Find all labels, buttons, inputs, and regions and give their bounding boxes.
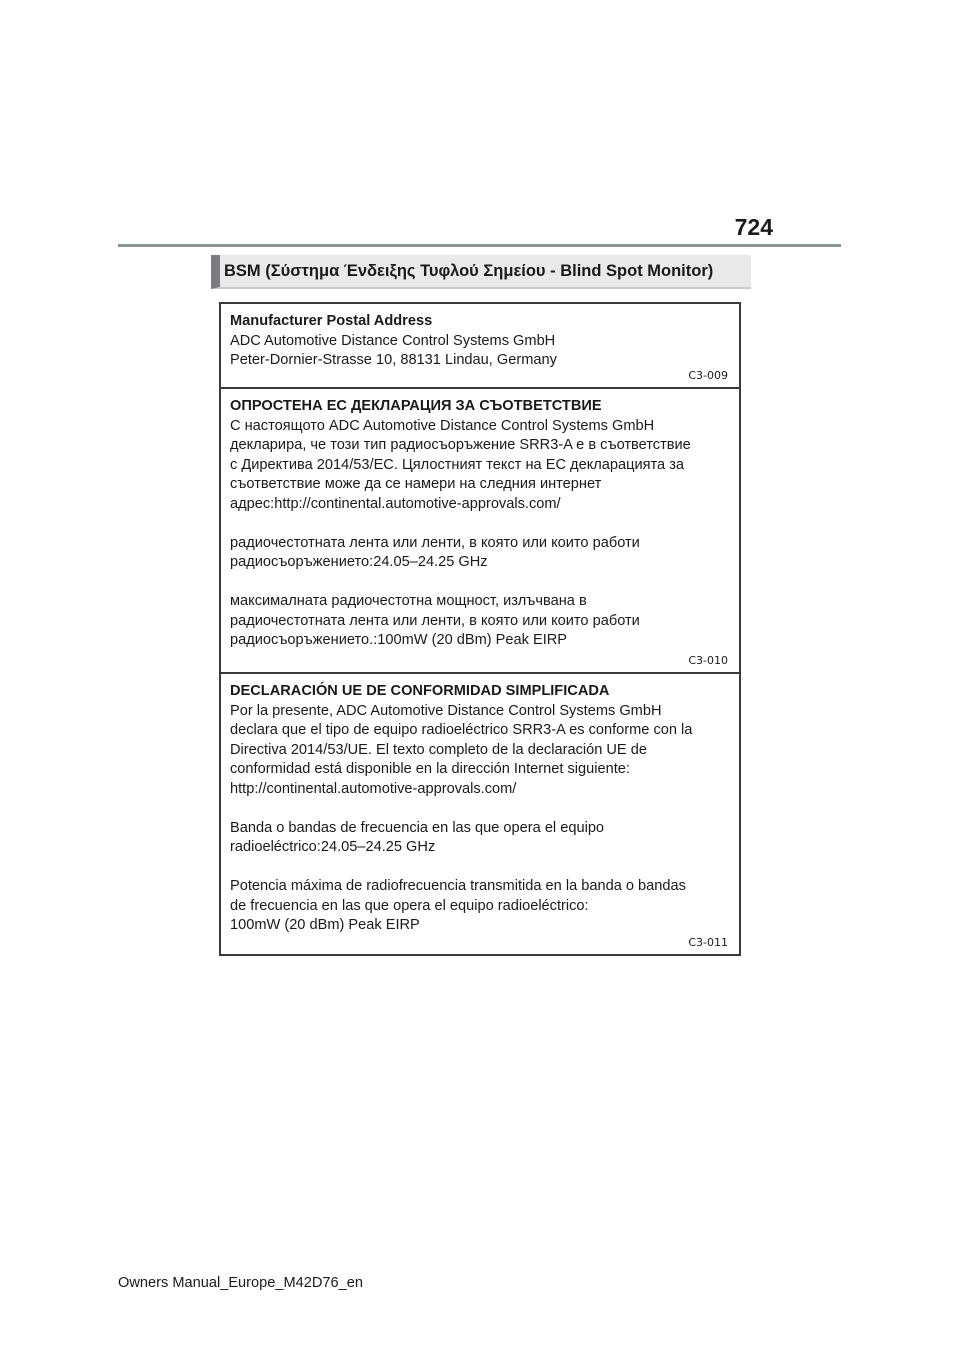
block-heading: ОПРОСТЕНА ЕС ДЕКЛАРАЦИЯ ЗА СЪОТВЕТСТВИЕ (230, 398, 602, 414)
block-line: С настоящото ADC Automotive Distance Control Systems GmbH (230, 417, 655, 434)
block-line: декларира, че този тип радиосъоръжение SRR3-A е в съответствие (230, 437, 691, 453)
bulgarian-declaration-block (221, 389, 739, 674)
section-header (211, 255, 751, 289)
page-footer: Owners Manual_Europe_M42D76_en (118, 1275, 364, 1291)
block-line: radioeléctrico:24.05–24.25 GHz (230, 839, 436, 855)
block-line: адрес:http://continental.automotive-approvals.com/ (230, 495, 561, 512)
paragraph-gap (230, 799, 729, 819)
block-heading: DECLARACIÓN UE DE CONFORMIDAD SIMPLIFICADA (230, 683, 610, 699)
block-line: Banda o bandas de frecuencia en las que opera el equipo (230, 819, 605, 836)
paragraph-gap (230, 858, 729, 878)
paragraph-gap (230, 514, 729, 534)
block-line: максималната радиочестотна мощност, излъчвана в (230, 593, 587, 609)
block-line: conformidad está disponible en la dirección Internet siguiente: (230, 761, 630, 777)
block-line: радиосъоръжението:24.05–24.25 GHz (230, 554, 488, 570)
block-line: радиосъоръжението.:100mW (20 dBm) Peak EIRP (230, 632, 568, 648)
spanish-declaration-block (221, 674, 739, 954)
block-line: Directiva 2014/53/UE. El texto completo de la declaración UE de (230, 741, 647, 758)
block-line: Potencia máxima de radiofrecuencia transmitida en la banda o bandas (230, 878, 686, 894)
declaration-box (219, 302, 741, 956)
block-line: ADC Automotive Distance Control Systems GmbH (230, 332, 556, 349)
section-title: BSM (Σύστημα Ένδειξης Τυφλού Σημείου - Blind Spot Monitor) (224, 261, 714, 280)
figure-code: C3-009 (688, 369, 728, 382)
block-line: радиочестотната лента или ленти, в която или които работи (230, 612, 640, 629)
figure-code: C3-011 (688, 936, 728, 949)
header-rule (118, 244, 841, 247)
page-number: 724 (734, 214, 773, 240)
paragraph-gap (230, 573, 729, 593)
block-line: съответствие може да се намери на следния интернет (230, 476, 602, 492)
block-line: 100mW (20 dBm) Peak EIRP (230, 917, 420, 933)
figure-code: C3-010 (688, 654, 728, 667)
block-line: Por la presente, ADC Automotive Distance Control Systems GmbH (230, 702, 662, 719)
manufacturer-address-block (221, 304, 739, 389)
block-line: declara que el tipo de equipo radioeléctrico SRR3-A es conforme con la (230, 722, 693, 738)
block-heading: Manufacturer Postal Address (230, 313, 433, 329)
block-line: с Директива 2014/53/ЕС. Цялостният текст на ЕС декларацията за (230, 456, 685, 473)
block-line: de frecuencia en las que opera el equipo radioeléctrico: (230, 897, 589, 914)
block-line: радиочестотната лента или ленти, в която или които работи (230, 534, 640, 551)
block-line: http://continental.automotive-approvals.com/ (230, 780, 517, 797)
block-line: Peter-Dornier-Strasse 10, 88131 Lindau, Germany (230, 352, 557, 368)
